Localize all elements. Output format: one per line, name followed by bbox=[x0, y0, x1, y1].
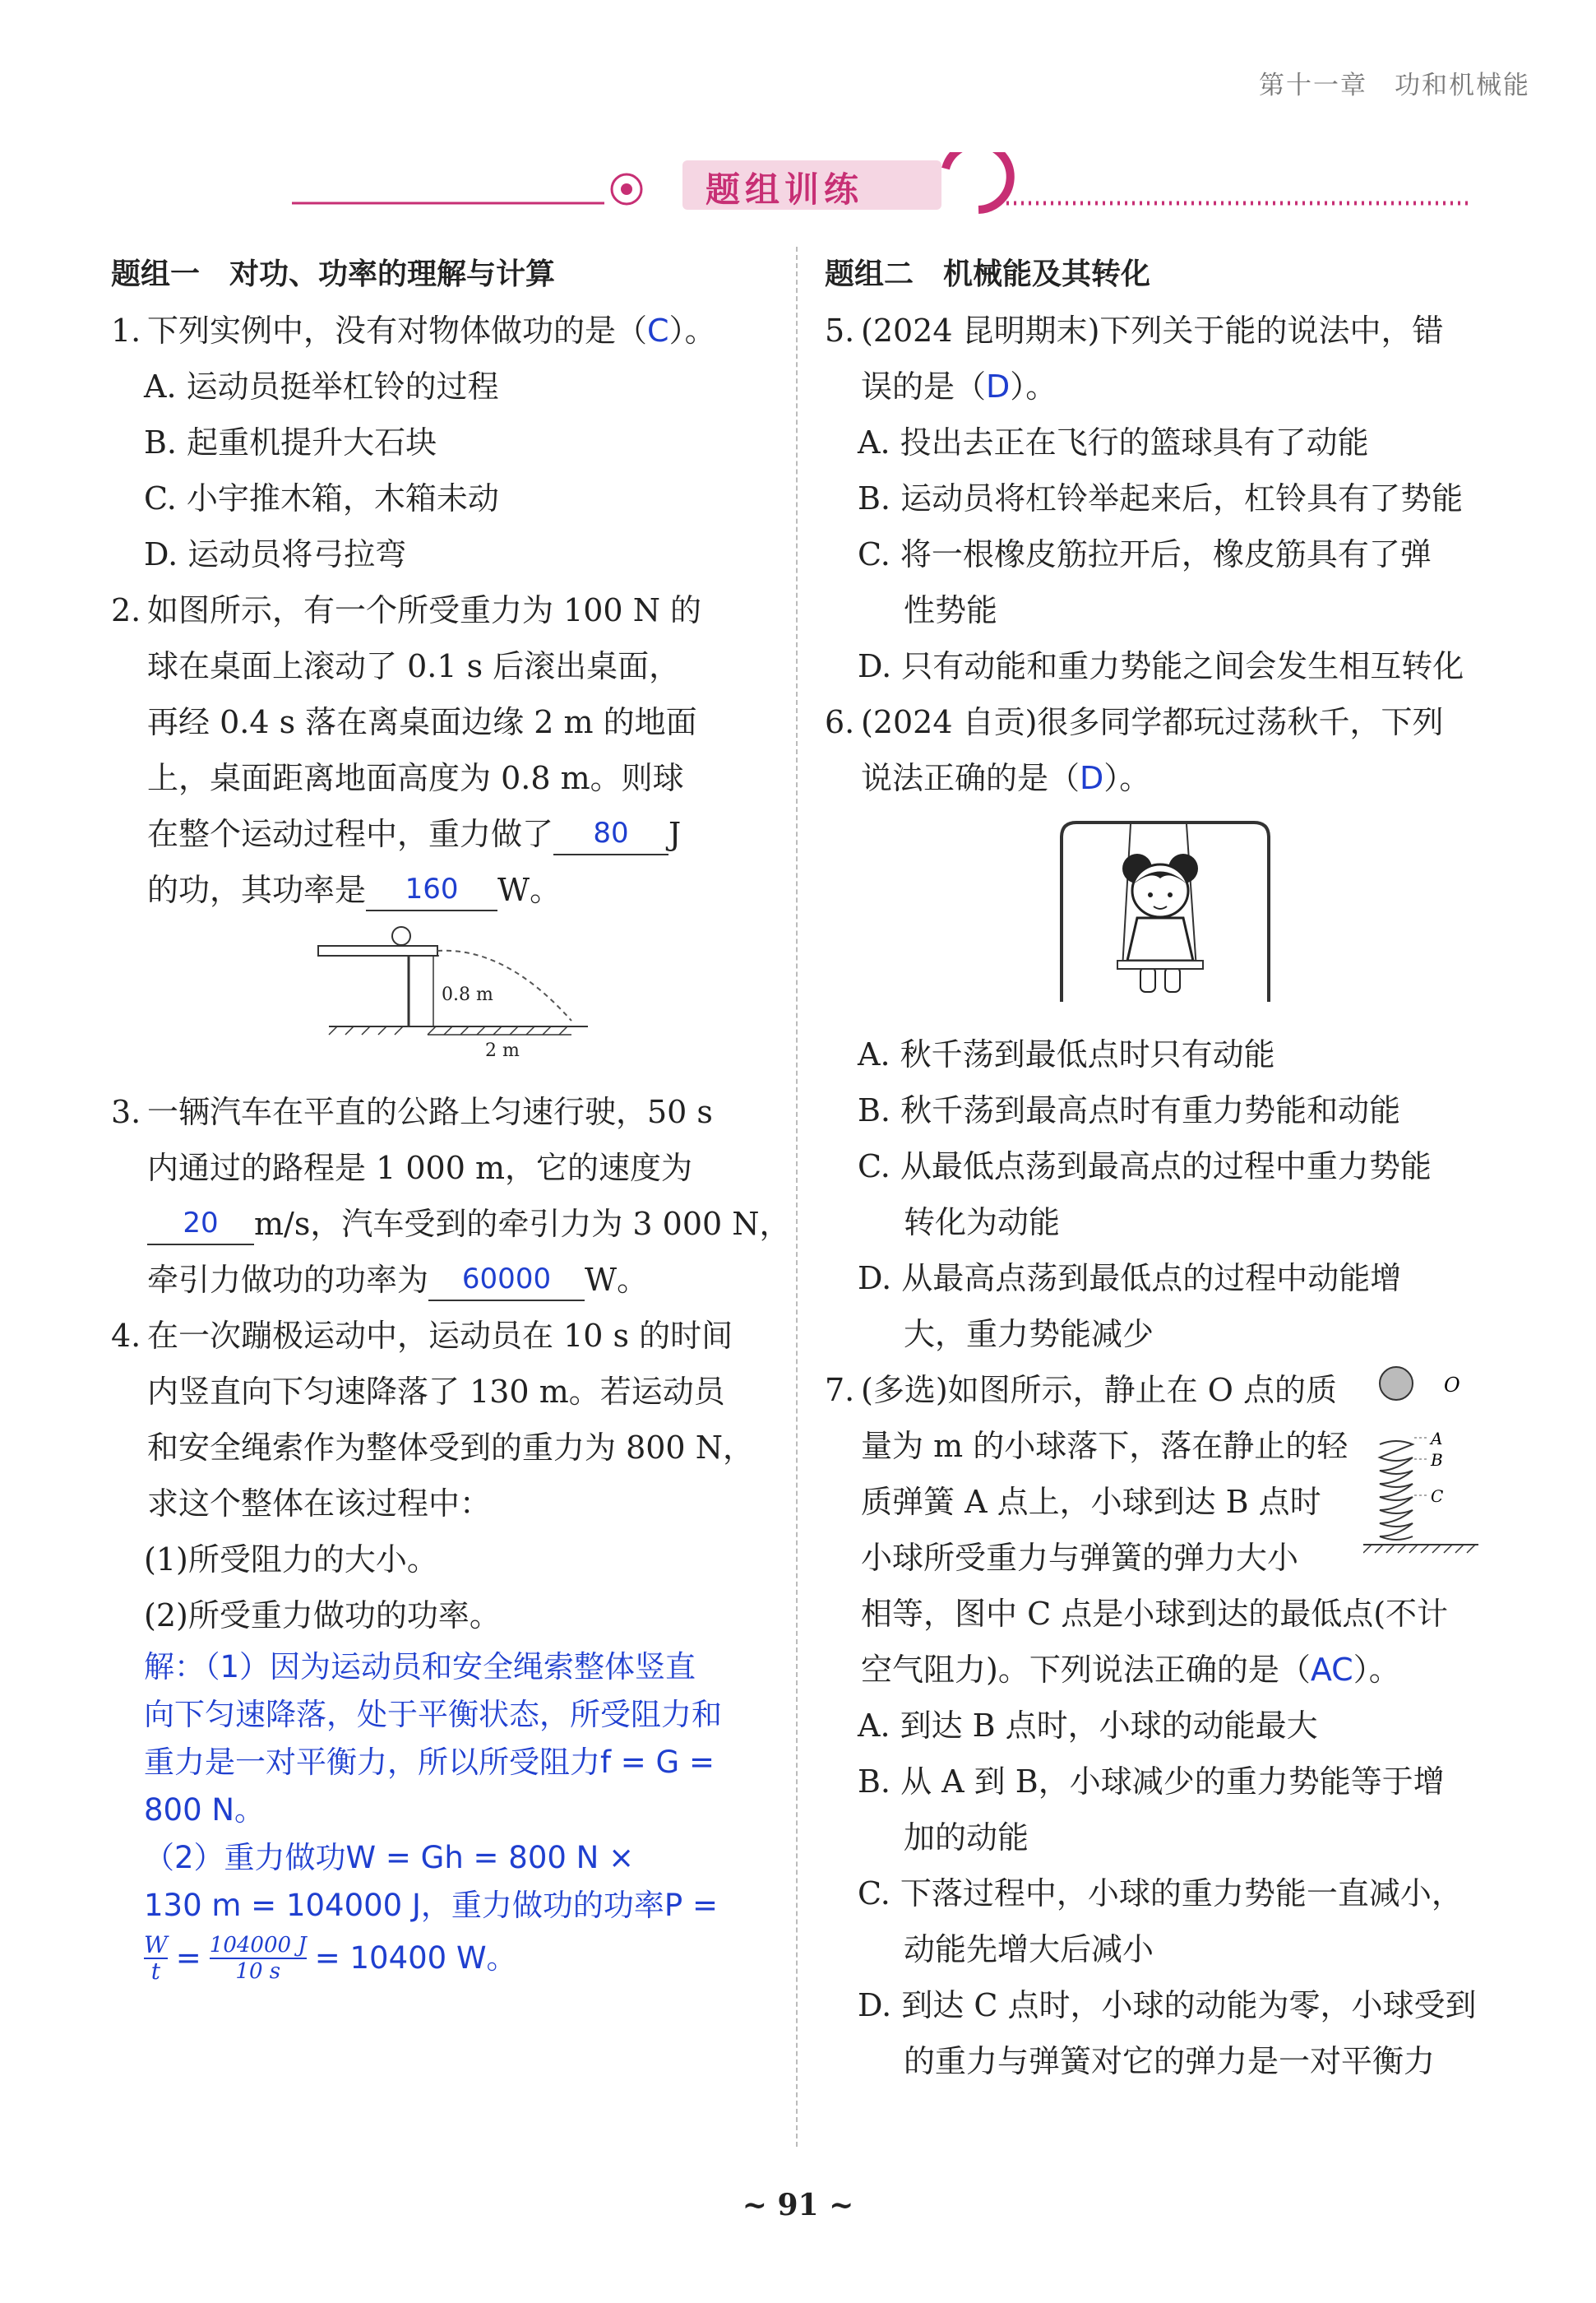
question-number: 3. bbox=[111, 1094, 141, 1130]
chapter-title: 第十一章 功和机械能 bbox=[1259, 71, 1530, 100]
width-dimension bbox=[111, 1031, 769, 1061]
width-label: 2 m bbox=[485, 1040, 520, 1061]
answer-blank: 160 bbox=[366, 867, 497, 911]
option-c: C. 下落过程中，小球的重力势能一直减小， bbox=[858, 1875, 1463, 1911]
option-a: A. 到达 B 点时，小球的动能最大 bbox=[858, 1708, 1318, 1744]
table-ball-diagram bbox=[111, 918, 769, 1041]
question-number: 4. bbox=[111, 1318, 141, 1354]
option-c: C. 从最低点荡到最高点的过程中重力势能 bbox=[858, 1148, 1432, 1184]
spring-icon bbox=[1380, 1441, 1413, 1540]
answer-text: C bbox=[647, 313, 669, 349]
option-b: B. 运动员将杠铃举起来后，杠铃具有了势能 bbox=[858, 480, 1464, 517]
option-a: A. 运动员挺举杠铃的过程 bbox=[144, 368, 499, 405]
option-d: D. 运动员将弓拉弯 bbox=[144, 536, 407, 572]
group-one-heading: 题组一 对功、功率的理解与计算 bbox=[111, 257, 556, 291]
option-b: B. 秋千荡到最高点时有重力势能和动能 bbox=[858, 1092, 1401, 1128]
answer-text: AC bbox=[1310, 1652, 1353, 1688]
girl-icon bbox=[1122, 854, 1198, 992]
option-a: A. 秋千荡到最低点时只有动能 bbox=[858, 1036, 1275, 1073]
option-c: C. 将一根橡皮筋拉开后，橡皮筋具有了弹 bbox=[858, 536, 1432, 572]
question-6: 6. (2024 自贡)很多同学都玩过荡秋千，下列 说法正确的是（D）。 bbox=[825, 694, 1487, 806]
svg-text:B: B bbox=[1431, 1450, 1443, 1470]
spring-ball-diagram bbox=[1363, 1355, 1487, 1569]
part-2: (2)所受重力做功的功率。 bbox=[144, 1597, 501, 1633]
ball-icon bbox=[392, 927, 410, 945]
option-d: D. 只有动能和重力势能之间会发生相互转化 bbox=[858, 648, 1464, 684]
part-1: (1)所受阻力的大小。 bbox=[144, 1541, 438, 1578]
ball-icon bbox=[1380, 1367, 1413, 1400]
option-a: A. 投出去正在飞行的篮球具有了动能 bbox=[858, 424, 1369, 461]
svg-text:C: C bbox=[1431, 1486, 1444, 1506]
question-2: 2. 如图所示，有一个所受重力为 100 N 的 球在桌面上滚动了 0.1 s 后滚出桌面， 再经 0.4 s 落在离桌面边缘 2 m 的地面 上，桌面距离地面高度为 0.8 m。则球 在整个运动过程中，重力做了 80 J 的功，其功率是 160 W。 bbox=[111, 582, 769, 918]
option-c: C. 小宇推木箱，木箱未动 bbox=[144, 480, 499, 517]
answer-blank: 20 bbox=[147, 1201, 254, 1245]
question-4: 4. 在一次蹦极运动中，运动员在 10 s 的时间 内竖直向下匀速降落了 130 m。若运动员 和安全绳索作为整体受到的重力为 800 N， 求这个整体在该过程中： bbox=[111, 1308, 769, 1531]
left-column bbox=[111, 247, 791, 1987]
column-divider bbox=[796, 247, 798, 2147]
answer-text: D bbox=[986, 368, 1011, 405]
question-stem: 下列实例中，没有对物体做功的是（ bbox=[147, 313, 648, 349]
right-column: 题组二 机械能及其转化 5. (2024 昆明期末)下列关于能的说法中，错 误的是（D）。 A. 投出去正在飞行的篮球具有了动能 B. 运动员将杠铃举起来后，杠铃具有了势能 C. 将一根橡皮筋拉开后，橡皮筋具有了弹 性势能 D. 只有动能和重力势能之间会发生相互转化 6. (2024 自贡)很多同学都玩过荡秋千，下列 说法正确的是（D）。 A. 秋千荡到最低点时只有动能 B. 秋千荡到最高点时有重力势能和动能 C. 从最低点荡到最高点的过程中重力势能 转化为动能 D. 从最高点荡到最低点的过程中动能增 大，重力势能减少 7. (多选)如图所示，静止在 O 点的质 量为 m 的小球落下，落在静止的轻 质弹簧 A 点上，小球到达 B 点时 小球所受重力与弹簧的弹力大小 相等，图中 C 点是小球到达的最低点(不计 空气阻力)。下列说法正确的是（AC）。 O A B C A. 到达 B 点时，小球的动能最大 B. 从 A 到 B，小球减少的重力势能等于增 加的动能 C. 下落过程中，小球的重力势能一直减小， 动能先增大后减小 D. 到达 C 点时，小球的动能为零，小球受到 的重力与弹簧对它的弹力是一对平衡力 bbox=[825, 247, 1487, 2089]
group-two-heading: 题组二 机械能及其转化 bbox=[825, 257, 1151, 291]
question-1: 1. 下列实例中，没有对物体做功的是（C）。 bbox=[111, 303, 769, 359]
solution-formula: $\frac{W}{t}$ = $\frac{104000 J}{10 s}$ = 10400 W。 bbox=[144, 1931, 517, 1985]
question-number: 1. bbox=[111, 313, 141, 349]
question-number: 2. bbox=[111, 592, 141, 628]
question-number: 6. bbox=[825, 704, 855, 740]
option-b: B. 起重机提升大石块 bbox=[144, 424, 437, 461]
target-dot-icon bbox=[621, 183, 632, 195]
question-7: 7. (多选)如图所示，静止在 O 点的质 量为 m 的小球落下，落在静止的轻 质弹簧 A 点上，小球到达 B 点时 小球所受重力与弹簧的弹力大小 相等，图中 C 点是小球到达的最低点(不计 空气阻力)。下列说法正确的是（AC）。 O A B C bbox=[825, 1362, 1487, 1698]
option-d: D. 从最高点荡到最低点的过程中动能增 bbox=[858, 1260, 1402, 1296]
height-label: 0.8 m bbox=[442, 985, 493, 1005]
answer-blank: 60000 bbox=[428, 1257, 585, 1301]
option-b: B. 从 A 到 B，小球减少的重力势能等于增 bbox=[858, 1763, 1445, 1800]
option-d: D. 到达 C 点时，小球的动能为零，小球受到 bbox=[858, 1987, 1477, 2023]
answer-text: D bbox=[1080, 760, 1104, 796]
solution-block: 解：（1）因为运动员和安全绳索整体竖直 向下匀速降落，处于平衡状态，所受阻力和 重力是一对平衡力，所以所受阻力f = G = 800 N。 （2）重力做功W = Gh = 800 N × 130 m = 104000 J，重力做功的功率P = $\frac{W}{t}$ = $\frac{104000 J}{10 s}$ = 10400 W。 bbox=[111, 1643, 769, 1987]
page-number: ~ 91 ~ bbox=[742, 2188, 854, 2222]
svg-text:O: O bbox=[1444, 1374, 1460, 1397]
question-3: 3. 一辆汽车在平直的公路上匀速行驶，50 s 内通过的路程是 1 000 m，它的速度为 20 m/s，汽车受到的牵引力为 3 000 N， 牵引力做功的功率为 60000 W。 bbox=[111, 1084, 769, 1308]
svg-text:A: A bbox=[1431, 1429, 1443, 1448]
answer-blank: 80 bbox=[553, 811, 668, 855]
banner-title: 题组训练 bbox=[705, 169, 864, 210]
swing-girl-illustration bbox=[825, 813, 1487, 1026]
question-5: 5. (2024 昆明期末)下列关于能的说法中，错 误的是（D）。 bbox=[825, 303, 1487, 415]
question-number: 7. bbox=[825, 1372, 855, 1408]
question-number: 5. bbox=[825, 313, 855, 349]
